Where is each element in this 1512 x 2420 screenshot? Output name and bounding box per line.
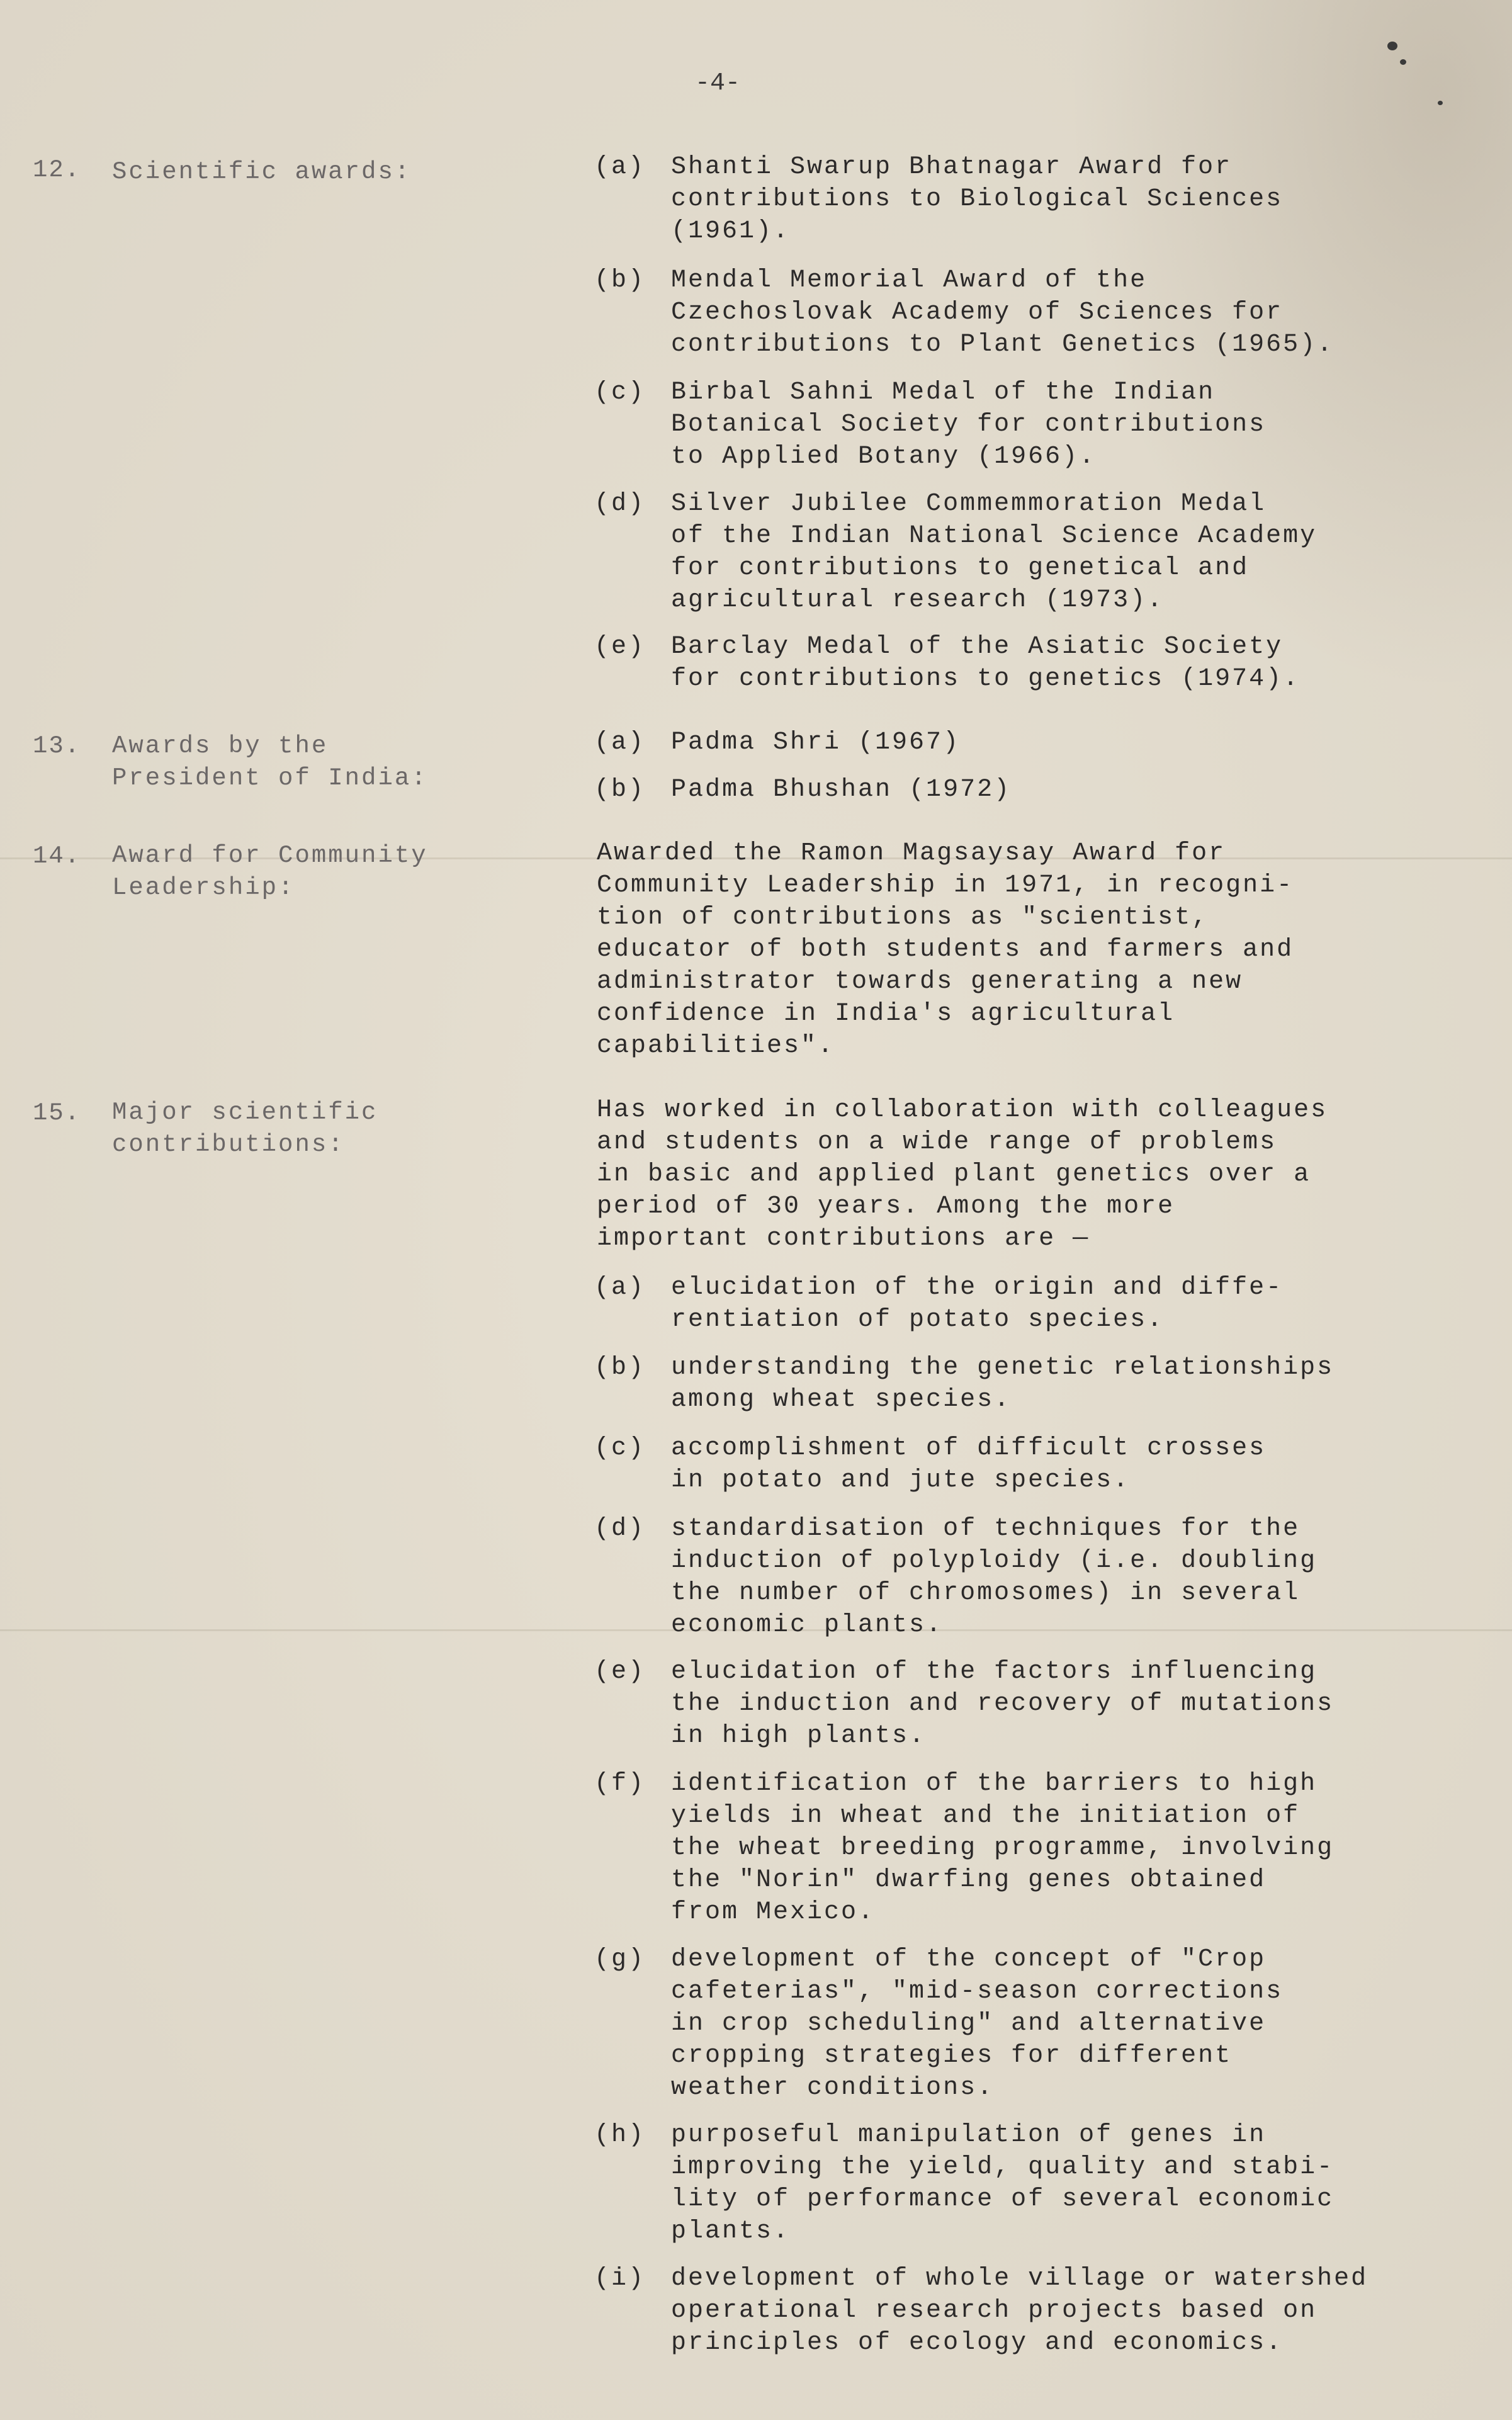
- item-text: Mendal Memorial Award of the Czechoslovak Academy of Sciences for contributions to Plant Genetics (1965).: [671, 266, 1334, 359]
- ink-speck: [1400, 59, 1406, 65]
- item-text: development of whole village or watershed operational research projects based on principles of ecology and economics.: [671, 2265, 1368, 2357]
- item-text: Barclay Medal of the Asiatic Society for contributions to genetics (1974).: [671, 633, 1300, 693]
- item-marker: (b): [594, 776, 646, 804]
- section-number: 12.: [33, 156, 81, 184]
- item-text: Padma Bhushan (1972): [671, 776, 1012, 804]
- item-marker: (c): [594, 378, 646, 407]
- item-text: Shanti Swarup Bhatnagar Award for contributions to Biological Sciences (1961).: [671, 153, 1284, 246]
- item-text: standardisation of techniques for the induction of polyploidy (i.e. doubling the number of chromosomes) in several economic plants.: [671, 1515, 1317, 1639]
- item-marker: (i): [594, 2265, 646, 2293]
- item-marker: (c): [594, 1434, 646, 1462]
- section-label: Award for Community Leadership:: [112, 842, 428, 902]
- item-text: elucidation of the factors influencing the induction and recovery of mutations in high plants.: [671, 1658, 1334, 1750]
- section-paragraph: Awarded the Ramon Magsaysay Award for Community Leadership in 1971, in recogni- tion of contributions as "scientist, educator of both students and farmers and administrator towards generating a new confidence in India's agricultural capabilities".: [597, 839, 1294, 1060]
- item-marker: (a): [594, 728, 646, 757]
- item-marker: (b): [594, 266, 646, 295]
- item-marker: (d): [594, 490, 646, 518]
- item-marker: (f): [594, 1770, 646, 1798]
- item-text: understanding the genetic relationships among wheat species.: [671, 1354, 1334, 1414]
- page-number: -4-: [694, 69, 740, 98]
- item-marker: (e): [594, 633, 646, 661]
- section-paragraph: Has worked in collaboration with colleagues and students on a wide range of problems in basic and applied plant genetics over a period of 30 years. Among the more important contributions are —: [597, 1096, 1328, 1253]
- section-label: Scientific awards:: [112, 158, 412, 186]
- item-marker: (d): [594, 1515, 646, 1543]
- section-number: 13.: [33, 732, 81, 760]
- item-text: development of the concept of "Crop cafeterias", "mid-season corrections in crop scheduling" and alternative cropping strategies for different weather conditions.: [671, 1945, 1284, 2102]
- section-label: Awards by the President of India:: [112, 732, 428, 792]
- section-number: 14.: [33, 842, 81, 870]
- ink-speck: [1438, 101, 1443, 105]
- item-text: Silver Jubilee Commemmoration Medal of the Indian National Science Academy for contributions to genetical and agricultural research (1973).: [671, 490, 1317, 614]
- ink-speck: [1387, 42, 1397, 50]
- item-text: Padma Shri (1967): [671, 728, 961, 757]
- item-text: purposeful manipulation of genes in improving the yield, quality and stabi- lity of performance of several economic plants.: [671, 2121, 1334, 2246]
- section-number: 15.: [33, 1099, 81, 1127]
- item-text: accomplishment of difficult crosses in potato and jute species.: [671, 1434, 1267, 1495]
- item-text: Birbal Sahni Medal of the Indian Botanical Society for contributions to Applied Botany (1966).: [671, 378, 1267, 471]
- section-label: Major scientific contributions:: [112, 1099, 378, 1158]
- item-marker: (h): [594, 2121, 646, 2149]
- item-marker: (b): [594, 1354, 646, 1382]
- item-marker: (g): [594, 1945, 646, 1974]
- item-text: identification of the barriers to high yields in wheat and the initiation of the wheat breeding programme, involving the "Norin" dwarfing genes obtained from Mexico.: [671, 1770, 1334, 1926]
- item-text: elucidation of the origin and diffe- rentiation of potato species.: [671, 1274, 1284, 1334]
- item-marker: (e): [594, 1658, 646, 1686]
- item-marker: (a): [594, 153, 646, 181]
- item-marker: (a): [594, 1274, 646, 1302]
